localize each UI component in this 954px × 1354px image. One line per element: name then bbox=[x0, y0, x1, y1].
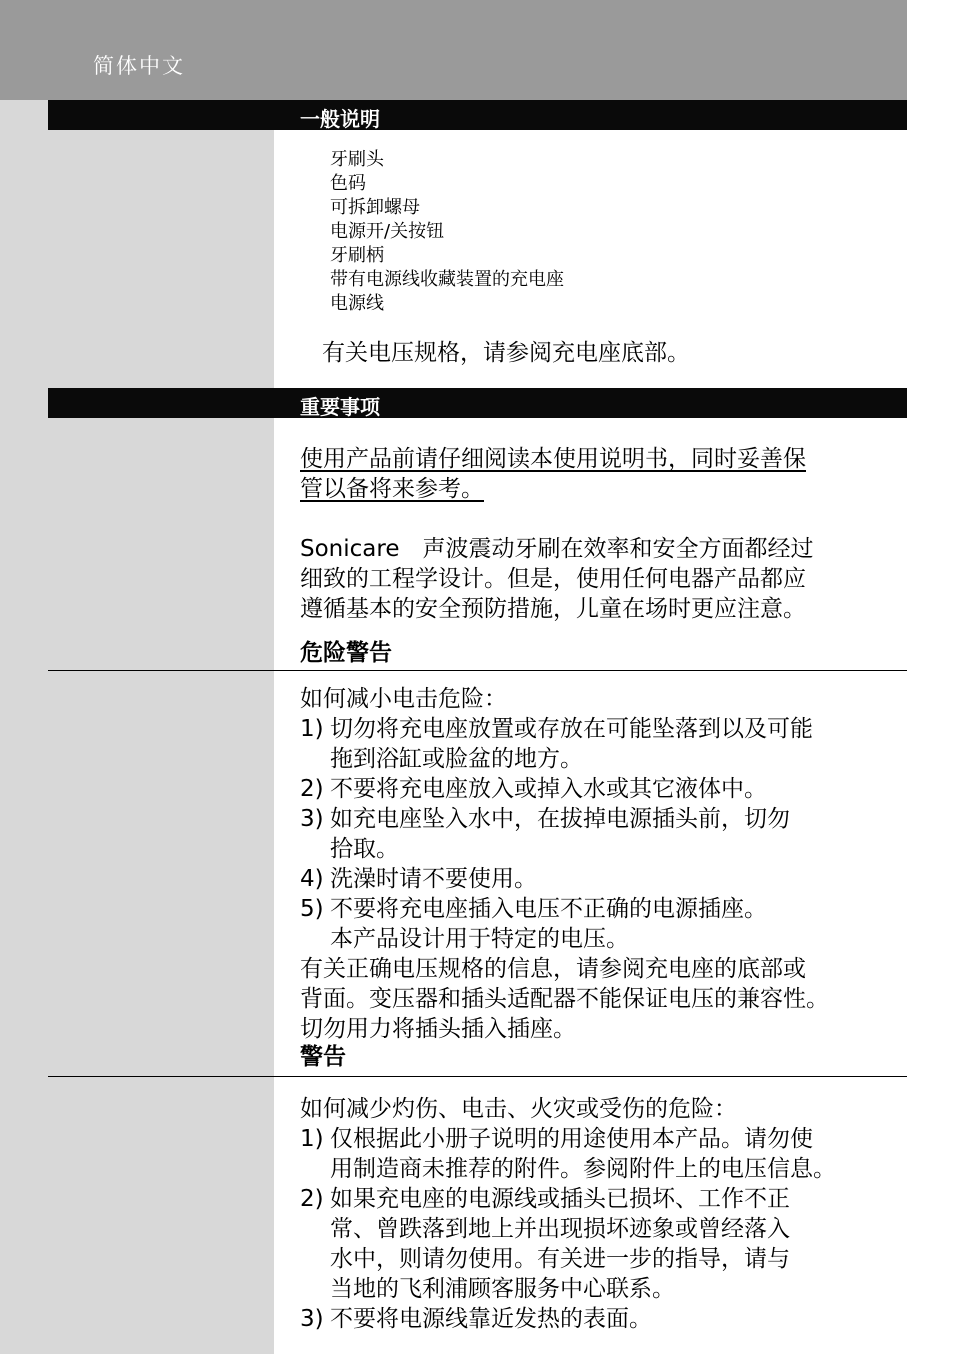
danger-tail-line: 有关正确电压规格的信息，请参阅充电座的底部或 bbox=[300, 956, 806, 982]
item-text: 切勿将充电座放置或存放在可能坠落到以及可能 bbox=[330, 716, 813, 742]
danger-tail-line: 背面。变压器和插头适配器不能保证电压的兼容性。 bbox=[300, 986, 829, 1012]
item-number: 2) bbox=[300, 776, 324, 802]
item-number: 3) bbox=[300, 806, 324, 832]
divider bbox=[48, 1076, 907, 1077]
intro-underlined bbox=[300, 444, 907, 504]
item-number: 1) bbox=[300, 716, 324, 742]
part-item: 可拆卸螺母 bbox=[330, 197, 420, 218]
section-bar-general bbox=[48, 100, 907, 130]
item-text: 常、曾跌落到地上并出现损坏迹象或曾经落入 bbox=[330, 1216, 790, 1242]
section-title-general: 一般说明 bbox=[300, 107, 380, 131]
item-text: 用制造商未推荐的附件。参阅附件上的电压信息。 bbox=[330, 1156, 836, 1182]
item-number: 4) bbox=[300, 866, 324, 892]
intro-line: 使用产品前请仔细阅读本使用说明书，同时妥善保 bbox=[300, 446, 806, 472]
list-item bbox=[300, 774, 907, 804]
item-text: 如果充电座的电源线或插头已损坏、工作不正 bbox=[330, 1186, 790, 1212]
part-item: 带有电源线收藏装置的充电座 bbox=[330, 269, 564, 290]
item-number: 1) bbox=[300, 1126, 324, 1152]
item-number: 5) bbox=[300, 896, 324, 922]
danger-block bbox=[300, 684, 907, 1044]
list-item bbox=[300, 714, 907, 744]
language-label: 简体中文 bbox=[93, 54, 185, 78]
item-text: 不要将充电座放入或掉入水或其它液体中。 bbox=[330, 776, 767, 802]
item-text: 水中，则请勿使用。有关进一步的指导，请与 bbox=[330, 1246, 790, 1272]
part-item: 电源开/关按钮 bbox=[330, 221, 445, 242]
item-number: 2) bbox=[300, 1186, 324, 1212]
left-sidebar-column bbox=[0, 100, 274, 1354]
part-item: 电源线 bbox=[330, 293, 384, 314]
para-line: 遵循基本的安全预防措施，儿童在场时更应注意。 bbox=[300, 596, 806, 622]
intro-line: 管以备将来参考。 bbox=[300, 476, 484, 502]
section-title-important: 重要事项 bbox=[300, 395, 380, 419]
danger-tail-line: 切勿用力将插头插入插座。 bbox=[300, 1016, 576, 1042]
warning-lead: 如何减少灼伤、电击、火灾或受伤的危险： bbox=[300, 1096, 737, 1122]
item-text: 仅根据此小册子说明的用途使用本产品。请勿使 bbox=[330, 1126, 813, 1152]
item-text: 不要将充电座插入电压不正确的电源插座。 bbox=[330, 896, 767, 922]
para-line: Sonicare 声波震动牙刷在效率和安全方面都经过 bbox=[300, 536, 814, 562]
item-text: 如充电座坠入水中，在拔掉电源插头前，切勿 bbox=[330, 806, 790, 832]
danger-title: 危险警告 bbox=[300, 640, 392, 666]
section-bar-important bbox=[48, 388, 907, 418]
item-text: 本产品设计用于特定的电压。 bbox=[330, 926, 629, 952]
list-item bbox=[300, 1304, 907, 1334]
list-item bbox=[300, 1184, 907, 1214]
warning-block bbox=[300, 1094, 907, 1334]
part-item: 牙刷柄 bbox=[330, 245, 384, 266]
list-item bbox=[300, 864, 907, 894]
item-text: 洗澡时请不要使用。 bbox=[330, 866, 537, 892]
voltage-note: 有关电压规格，请参阅充电座底部。 bbox=[322, 340, 690, 366]
item-text: 拖到浴缸或脸盆的地方。 bbox=[330, 746, 583, 772]
warning-title: 警告 bbox=[300, 1044, 346, 1070]
item-text: 当地的飞利浦顾客服务中心联系。 bbox=[330, 1276, 675, 1302]
part-item: 牙刷头 bbox=[330, 149, 384, 170]
item-number: 3) bbox=[300, 1306, 324, 1332]
part-item: 色码 bbox=[330, 173, 366, 194]
intro-paragraph bbox=[300, 534, 907, 624]
parts-list bbox=[330, 148, 564, 316]
right-margin bbox=[907, 0, 954, 1354]
para-line: 细致的工程学设计。但是，使用任何电器产品都应 bbox=[300, 566, 806, 592]
list-item bbox=[300, 894, 907, 924]
list-item bbox=[300, 1124, 907, 1154]
item-text: 拾取。 bbox=[330, 836, 399, 862]
item-text: 不要将电源线靠近发热的表面。 bbox=[330, 1306, 652, 1332]
divider bbox=[48, 670, 907, 671]
header-band bbox=[0, 0, 907, 100]
list-item bbox=[300, 804, 907, 834]
danger-lead: 如何减小电击危险： bbox=[300, 686, 507, 712]
